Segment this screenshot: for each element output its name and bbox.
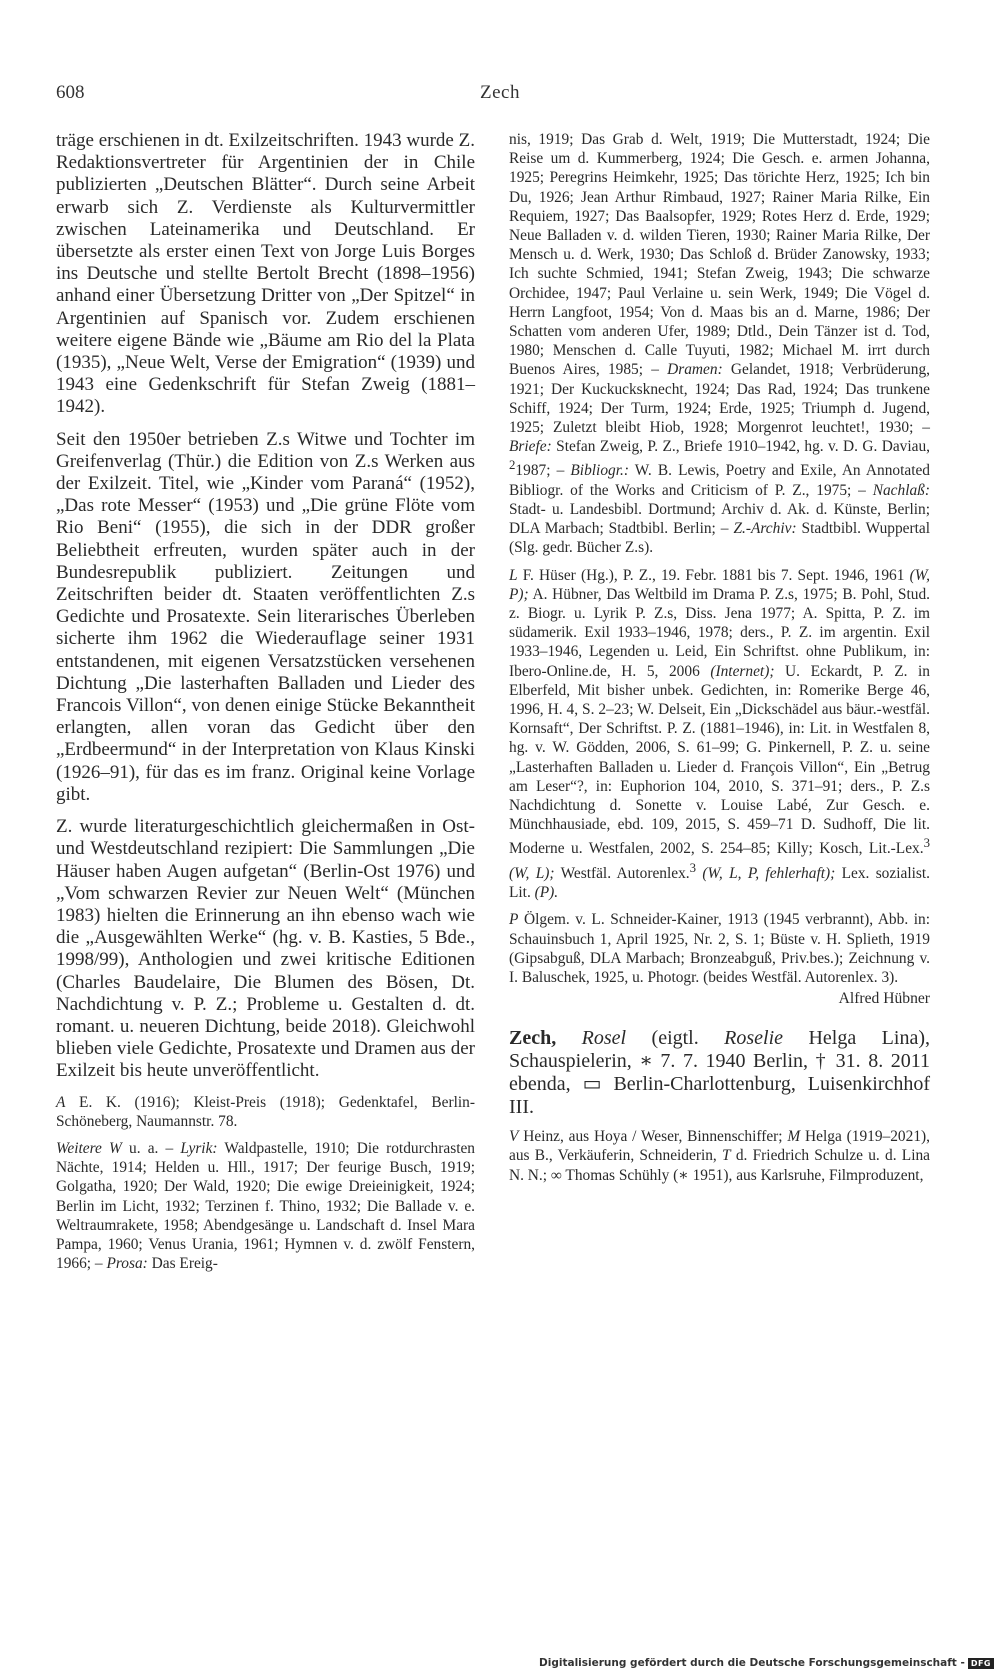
body-paragraph: Z. wurde literaturgeschichtlich gleichermaßen in Ost- und Westdeutschland rezipiert: Die Sammlungen „Die Häuser haben Augen aufgetan“ (Berlin-Ost 1976) und „Vom schwarzen Revier zur Neuen Welt“ (München 1983) hielten die Erinnerung an ihn ebenso wach wie die „Ausgewählten Werke“ (hg. v. B. Kasties, 5 Bde., 1998/99), Anthologien und zwei kritische Editionen (Charles Baudelaire, Die Blumen des Bösen, Dt. Nachdichtung v. P. Z.; Probleme u. Gestalten d. dt. romant. u. neueren Dichtung, beide 2018). Gleichwohl blieben viele Gedichte, Prosatexte und Dramen aus der Exilzeit bis heute unveröffentlicht. bbox=[56, 816, 475, 1082]
section-label: A bbox=[56, 1093, 66, 1111]
parents-section: V Heinz, aus Hoya / Weser, Binnenschiffer; M Helga (1919–2021), aus B., Verkäuferin, Schneiderin, T d. Friedrich Schulze u. d. Lina N. N.; ∞ Thomas Schühly (∗ 1951), aus Karlsruhe, Filmproduzent, bbox=[509, 1128, 930, 1184]
body-paragraph: Seit den 1950er betrieben Z.s Witwe und Tochter im Greifenverlag (Thür.) die Edition von Z.s Werken aus der Exilzeit. Titel, wie „Kinder vom Paraná“ (1952), „Das rote Messer“ (1953) und „Die grüne Flöte vom Rio Beni“ (1955), die sich in der DDR großer Beliebtheit erfreuten, wurden später auch in der Bundesrepublik publiziert. Zeitungen und Zeitschriften beider dt. Staaten veröffentlichten Z.s Gedichte und Prosatexte. Sein literarisches Überleben sicherte ihm 1962 die Wiederauflage seiner 1931 entstandenen, mit eigenen Versatzstücken versehenen Dichtung „Die lasterhaften Balladen und Lieder des Francois Villon“, von denen einige Stücke Bekanntheit erlangten, allen voran das Gedicht über den „Erdbeermund“ in der Interpretation von Klaus Kinski (1926–91), für das es im franz. Original keine Vorlage gibt. bbox=[56, 428, 475, 805]
works-section: Weitere W u. a. – Lyrik: Waldpastelle, 1910; Die rotdurchrasten Nächte, 1914; Helden u. Hll., 1917; Der feurige Busch, 1919; Golgatha, 1920; Der Wald, 1920; Die ewige Dreieinigkeit, 1924; Berlin im Licht, 1932; Terzinen f. Thino, 1932; Die Ballade v. e. Weltraumrakete, 1958; Abendgesänge u. Landschaft d. Insel Mara Pampa, 1960; Venus Urania, 1961; Hymnen v. d. zwölf Fenstern, 1966; – Prosa: Das Ereig- bbox=[56, 1139, 475, 1273]
works-section-continued: nis, 1919; Das Grab d. Welt, 1919; Die Mutterstadt, 1924; Die Reise um d. Kummerberg, 1924; Die Gesch. e. armen Johanna, 1925; Peregrins Heimkehr, 1925; Das törichte Herz, 1925; Ich bin Du, 1926; Jean Arthur Rimbaud, 1927; Rainer Maria Rilke, Ein Requiem, 1927; Das Baalsopfer, 1929; Rotes Herz d. Erde, 1929; Neue Balladen v. d. wilden Tieren, 1930; Rainer Maria Rilke, Der Mensch u. d. Werk, 1930; Das Schloß d. Brüder Zanowsky, 1933; Ich suchte Schmied, 1941; Stefan Zweig, 1943; Die schwarze Orchidee, 1947; Paul Verlaine u. sein Werk, 1949; Die Vögel d. Herrn Langfoot, 1954; Von d. Maas bis an d. Marne, 1986; Der Schatten vom anderen Ufer, 1989; Dtld., Dein Tänzer ist d. Tod, 1980; Menschen d. Calle Tuyuti, 1982; Michael M. irrt durch Buenos Aires, 1985; – Dramen: Gelandet, 1918; Verbrüderung, 1921; Der Kuckucksknecht, 1924; Das Rad, 1924; Das trunkene Schiff, 1924; Der Turm, 1924; Erde, 1925; Triumph d. Jugend, 1925; Zuletzt bleibt Hiob, 1928; Morgenrot leuchtet!, 1930; – Briefe: Stefan Zweig, P. Z., Briefe 1910–1942, hg. v. D. G. Daviau, $^2$1987; – Bibliogr.: W. B. Lewis, Poetry and Exile, An Annotated Bibliogr. of the Works and Criticism of P. Z., 1975; – Nachlaß: Stadt- u. Landesbibl. Dortmund; Archiv d. Ak. d. Künste, Berlin; DLA Marbach; Stadtbibl. Berlin; – Z.-Archiv: Stadtbibl. Wuppertal (Slg. gedr. Bücher Z.s). bbox=[509, 131, 930, 557]
section-label: P bbox=[509, 911, 519, 929]
awards-section: A E. K. (1916); Kleist-Preis (1918); Gedenktafel, Berlin-Schöneberg, Naumannstr. 78. bbox=[56, 1093, 475, 1130]
page-number: 608 bbox=[56, 82, 85, 103]
left-column bbox=[56, 130, 475, 1273]
entry-name: Zech, bbox=[509, 1027, 557, 1050]
dfg-logo: DFG bbox=[968, 1658, 994, 1669]
section-label: L bbox=[509, 566, 518, 584]
portraits-section: P Ölgem. v. L. Schneider-Kainer, 1913 (1945 verbrannt), Abb. in: Schauinsbuch 1, April 1925, Nr. 2, S. 1; Büste v. H. Splieth, 1919 (Gipsabguß, DLA Marbach; Bronzeabguß, Priv.bes.); Zeichnung v. I. Baluschek, 1925, u. Photogr. (beides Westfäl. Autorenlex. 3). bbox=[509, 911, 930, 986]
entry-heading: Zech, Rosel (eigtl. Roselie Helga Lina), Schauspielerin, ∗ 7. 7. 1940 Berlin, † 31. 8. 2011 ebenda, ▭ Berlin-Charlottenburg, Luisenkirchhof III. bbox=[509, 1027, 930, 1119]
footer-text: Digitalisierung gefördert durch die Deutsche Forschungsgemeinschaft - bbox=[539, 1657, 965, 1669]
running-head: Zech bbox=[480, 82, 520, 103]
digitization-footer bbox=[539, 1657, 994, 1669]
author-signature: Alfred Hübner bbox=[838, 990, 930, 1008]
body-paragraph: träge erschienen in dt. Exilzeitschriften. 1943 wurde Z. Redaktionsvertreter für Argentinien der in Chile publizierten „Deutschen Blätter“. Durch seine Arbeit erwarb sich Z. Verdienste als Kulturvermittler zwischen Lateinamerika und Deutschland. Er übersetzte als erster einen Text von Jorge Luis Borges ins Deutsche und stellte Bertolt Brecht (1898–1956) anhand einer Übersetzung Dritter von „Der Spitzel“ in Argentinien auf Spanisch vor. Zudem erschienen weitere eigene Bände wie „Bäume am Rio del la Plata (1935), „Neue Welt, Verse der Emigration“ (1939) und 1943 eine Gedenkschrift für Stefan Zweig (1881–1942). bbox=[56, 130, 475, 418]
section-label: V bbox=[509, 1128, 519, 1146]
page-header bbox=[56, 82, 944, 112]
right-column bbox=[509, 130, 930, 1185]
literature-section: L F. Hüser (Hg.), P. Z., 19. Febr. 1881 bis 7. Sept. 1946, 1961 (W, P); A. Hübner, Das Weltbild im Drama P. Z.s, 1975; B. Pohl, Stud. z. Biogr. u. Lyrik P. Z.s, Diss. Jena 1977; A. Spitta, P. Z. im südamerik. Exil 1933–1946, 1978; ders., P. Z. im argentin. Exil 1933–1946, Legenden u. Leid, Ein Schriftst. ohne Publikum, in: Ibero-Online.de, H. 5, 2006 (Internet); U. Eckardt, P. Z. in Elberfeld, Mit bisher unbek. Gedichten, in: Romerike Berge 46, 1996, H. 4, S. 2–23; W. Delseit, Ein „Dickschädel aus bäur.-westfäl. Kornsaft“, Der Schriftst. P. Z. (1881–1946), in: Lit. in Westfalen 8, hg. v. W. Gödden, 2006, S. 61–99; G. Pinkernell, P. Z. u. seine „Lasterhaften Balladen u. Lieder d. François Villon“, Ein „Betrug am Leser“?, in: Euphorion 104, 2010, S. 371–91; ders., P. Z.s Nachdichtung d. Sonette v. Louise Labé, Zur Gesch. e. Münchhausiade, ebd. 109, 2015, S. 459–71 D. Sudhoff, Die lit. Moderne u. Westfalen, 2002, S. 254–85; Killy; Kosch, Lit.-Lex.$^3$ (W, L); Westfäl. Autorenlex.$^3$ (W, L, P, fehlerhaft); Lex. sozialist. Lit. (P). bbox=[509, 566, 930, 902]
section-label: Weitere W bbox=[56, 1139, 122, 1157]
